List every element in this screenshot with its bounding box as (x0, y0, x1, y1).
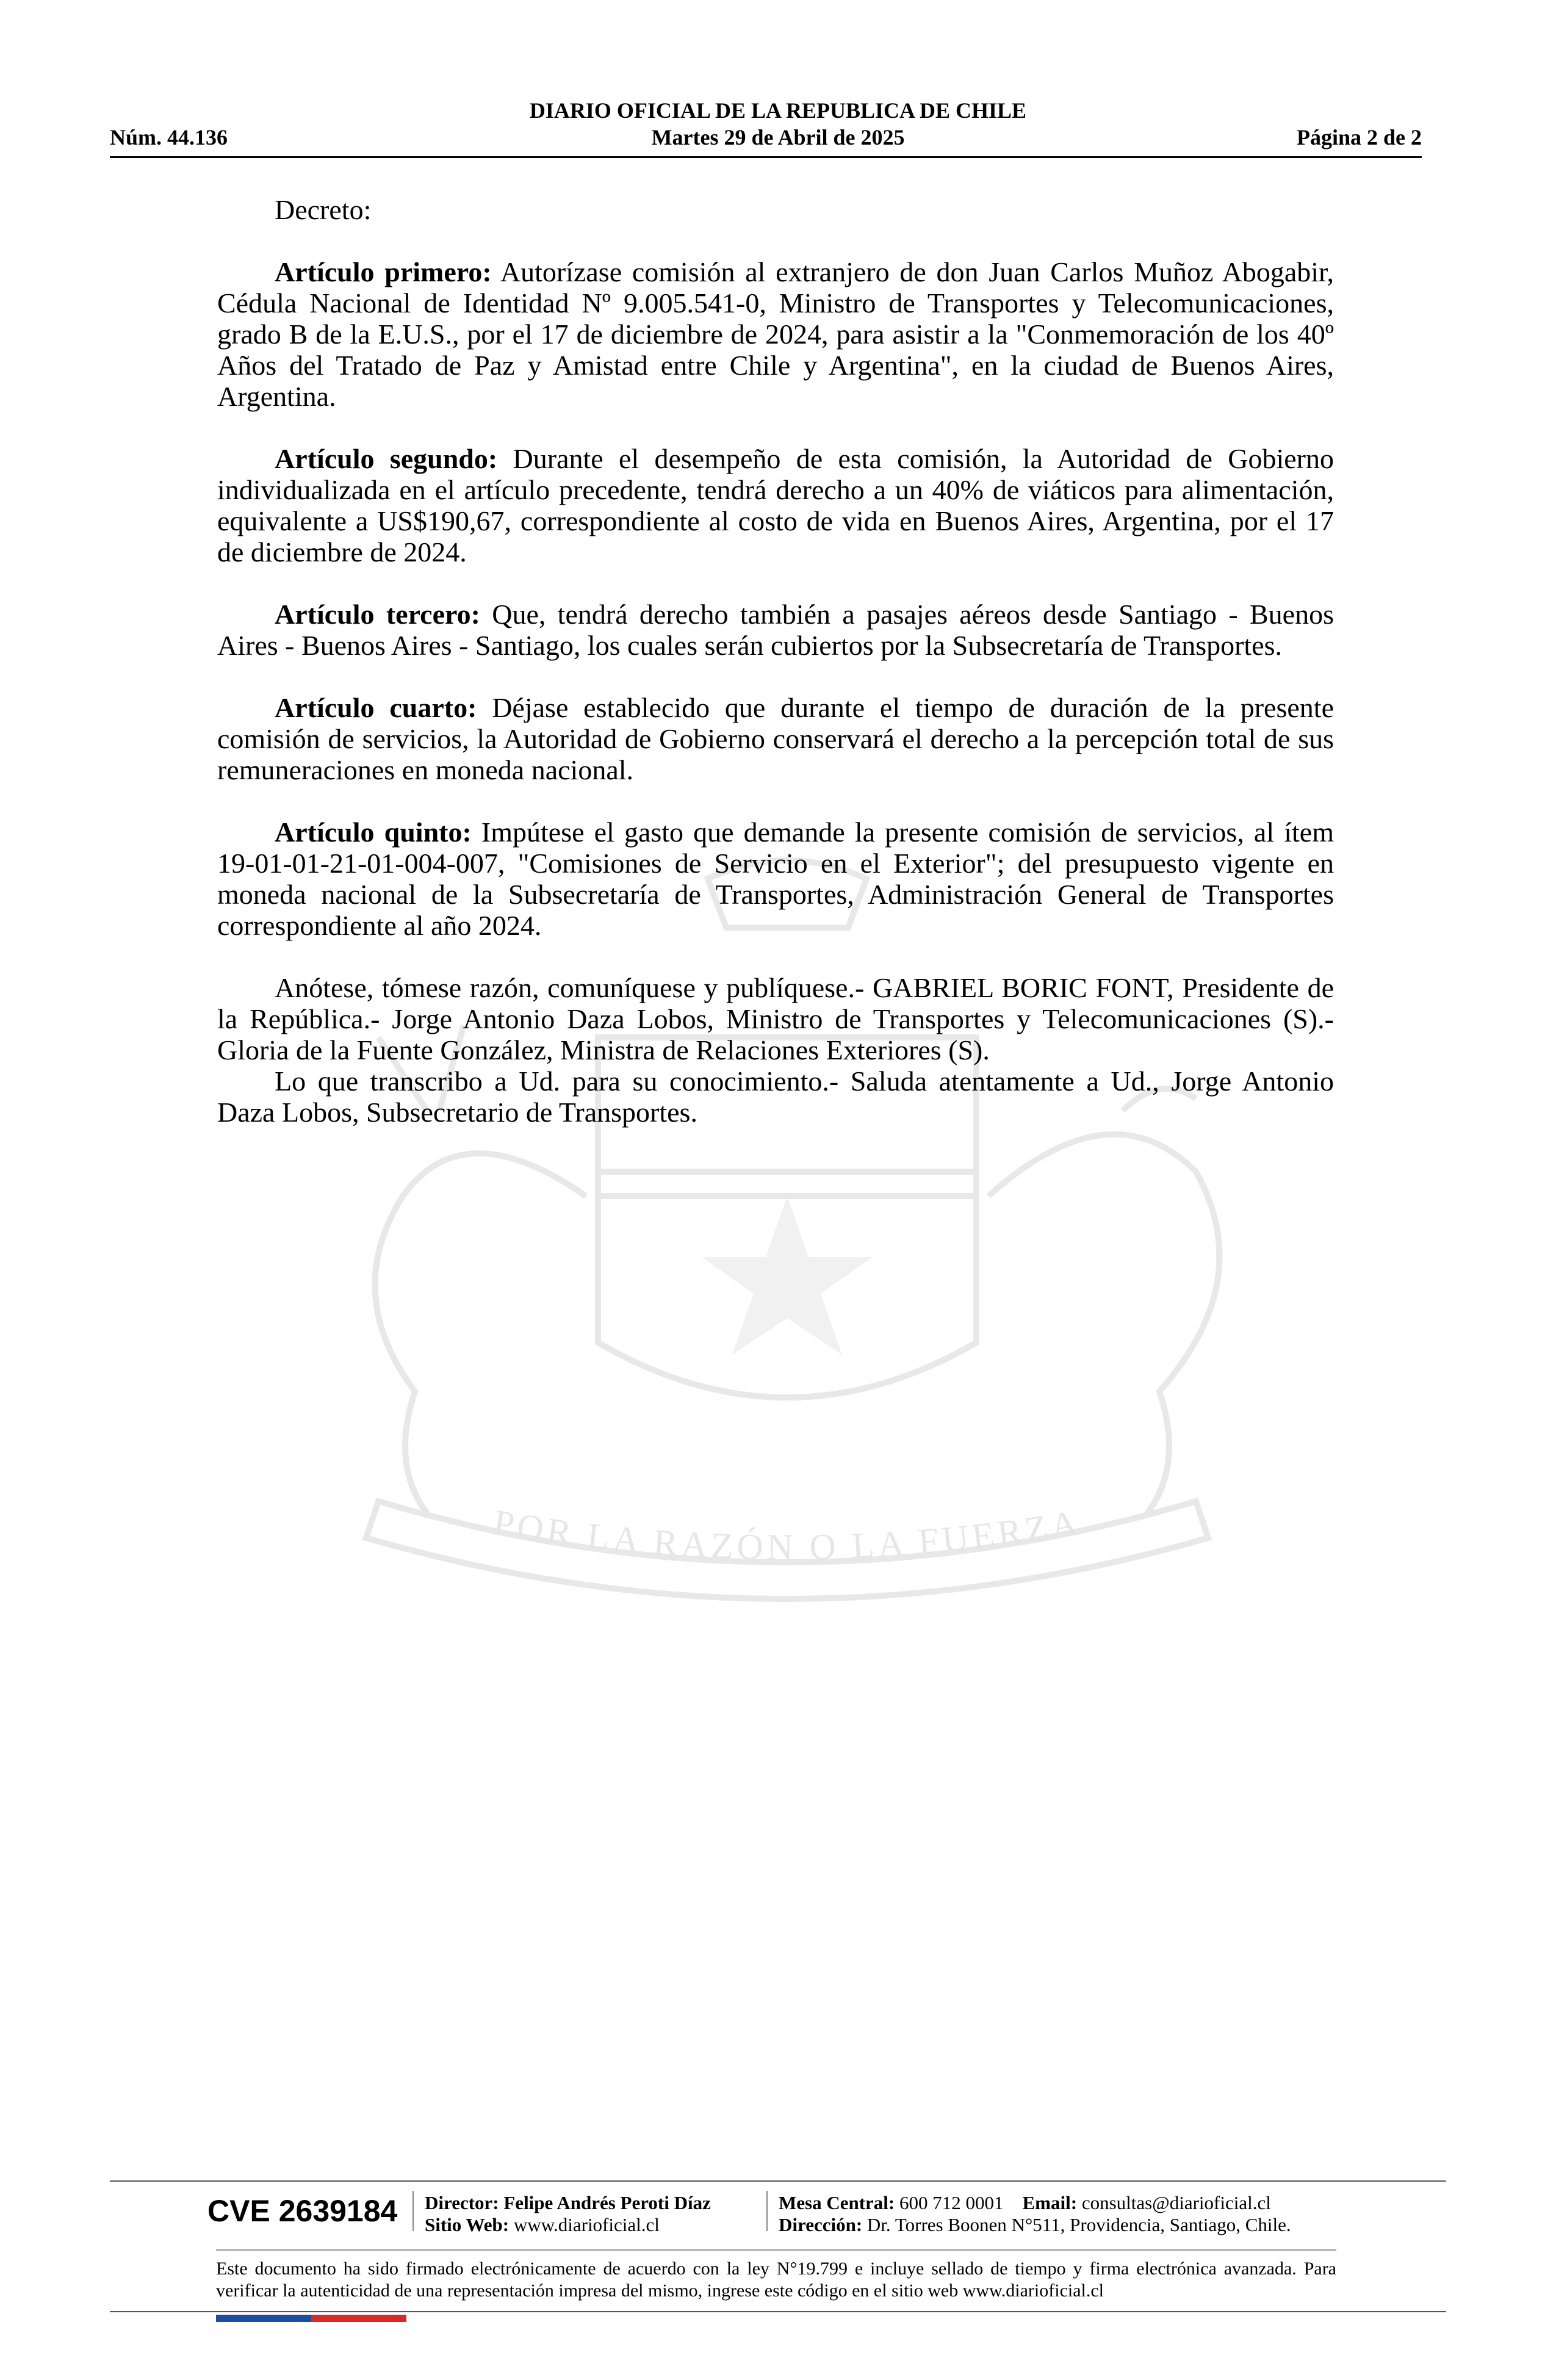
article-3-title: Artículo tercero: (275, 599, 480, 630)
footer-director-block (425, 2192, 711, 2236)
address-label: Dirección: (779, 2214, 863, 2235)
footer-divider-mid (216, 2249, 1336, 2251)
article-4-text: Déjase establecido que durante el tiempo de duración de la presente comisión de servicios, la Autoridad de Gobierno conservará el derecho a la percepción total de sus remuneraciones en moneda nacional. (217, 692, 1334, 785)
mesa-phone: 600 712 0001 (899, 2192, 1004, 2213)
address-value: Dr. Torres Boonen N°511, Providencia, Santiago, Chile. (866, 2214, 1291, 2235)
director-label: Director: (425, 2192, 499, 2213)
watermark-motto: POR LA RAZÓN O LA FUERZA (490, 1502, 1084, 1568)
footer-separator (766, 2191, 768, 2231)
footer-contact-block (779, 2192, 1291, 2236)
footer-divider-top (110, 2180, 1446, 2182)
article-2 (217, 443, 1334, 568)
flag-stripe-blue (216, 2315, 311, 2322)
issue-date: Martes 29 de Abril de 2025 (651, 125, 905, 150)
article-5 (217, 817, 1334, 941)
email-label: Email: (1022, 2192, 1078, 2213)
publication-title: DIARIO OFICIAL DE LA REPUBLICA DE CHILE (529, 98, 1027, 123)
article-3 (217, 599, 1334, 661)
director-name: Felipe Andrés Peroti Díaz (503, 2192, 711, 2213)
article-5-text: Impútese el gasto que demande la presente comisión de servicios, al ítem 19-01-01-21-01-004-007, "Comisiones de Servicio en el Exterior"; del presupuesto vigente en moneda nacional de la Subsecretaría de Transportes, Administración General de Transportes correspondiente al año 2024. (217, 817, 1334, 941)
website-label: Sitio Web: (425, 2214, 510, 2235)
article-5-title: Artículo quinto: (275, 817, 472, 848)
footer-divider-bottom (110, 2311, 1446, 2312)
flag-stripe-red (311, 2315, 406, 2322)
issue-number: Núm. 44.136 (110, 125, 228, 150)
article-2-title: Artículo segundo: (275, 443, 498, 474)
article-2-text: Durante el desempeño de esta comisión, la Autoridad de Gobierno individualizada en el artículo precedente, tendrá derecho a un 40% de viáticos para alimentación, equivalente a US$190,67, correspondiente al costo de vida en Buenos Aires, Argentina, por el 17 de diciembre de 2024. (217, 443, 1334, 568)
article-1-title: Artículo primero: (275, 256, 492, 287)
article-3-text: Que, tendrá derecho también a pasajes aéreos desde Santiago - Buenos Aires - Buenos Aires - Santiago, los cuales serán cubiertos por la Subsecretaría de Transportes. (217, 599, 1334, 661)
decree-body (217, 194, 1334, 1128)
decree-heading: Decreto: (275, 194, 372, 225)
article-4-title: Artículo cuarto: (275, 692, 477, 723)
page-indicator: Página 2 de 2 (1296, 125, 1422, 150)
closing-paragraph: Anótese, tómese razón, comuníquese y publíquese.- GABRIEL BORIC FONT, Presidente de la República.- Jorge Antonio Daza Lobos, Ministro de Transportes y Telecomunicaciones (S).- Gloria de la Fuente González, Ministra de Relaciones Exteriores (S). (217, 972, 1334, 1066)
header-divider (110, 156, 1422, 158)
article-1 (217, 256, 1334, 412)
article-4 (217, 692, 1334, 785)
cve-code: CVE 2639184 (207, 2194, 398, 2228)
footer-separator (412, 2191, 414, 2231)
article-1-text: Autorízase comisión al extranjero de don Juan Carlos Muñoz Abogabir, Cédula Nacional de Identidad Nº 9.005.541-0, Ministro de Transportes y Telecomunicaciones, grado B de la E.U.S., por el 17 de diciembre de 2024, para asistir a la "Conmemoración de los 40º Años del Tratado de Paz y Amistad entre Chile y Argentina", en la ciudad de Buenos Aires, Argentina. (217, 256, 1334, 412)
email-link[interactable]: consultas@diarioficial.cl (1081, 2192, 1271, 2213)
website-link[interactable]: www.diarioficial.cl (513, 2214, 660, 2235)
legal-notice: Este documento ha sido firmado electrónicamente de acuerdo con la ley N°19.799 e incluye sellado de tiempo y firma electrónica avanzada. Para verificar la autenticidad de una representación impresa del mismo, ingrese este código en el sitio web www.diarioficial.cl (216, 2259, 1336, 2301)
transcription-paragraph: Lo que transcribo a Ud. para su conocimiento.- Saluda atentamente a Ud., Jorge Antonio Daza Lobos, Subsecretario de Transportes. (217, 1066, 1334, 1128)
mesa-label: Mesa Central: (779, 2192, 895, 2213)
